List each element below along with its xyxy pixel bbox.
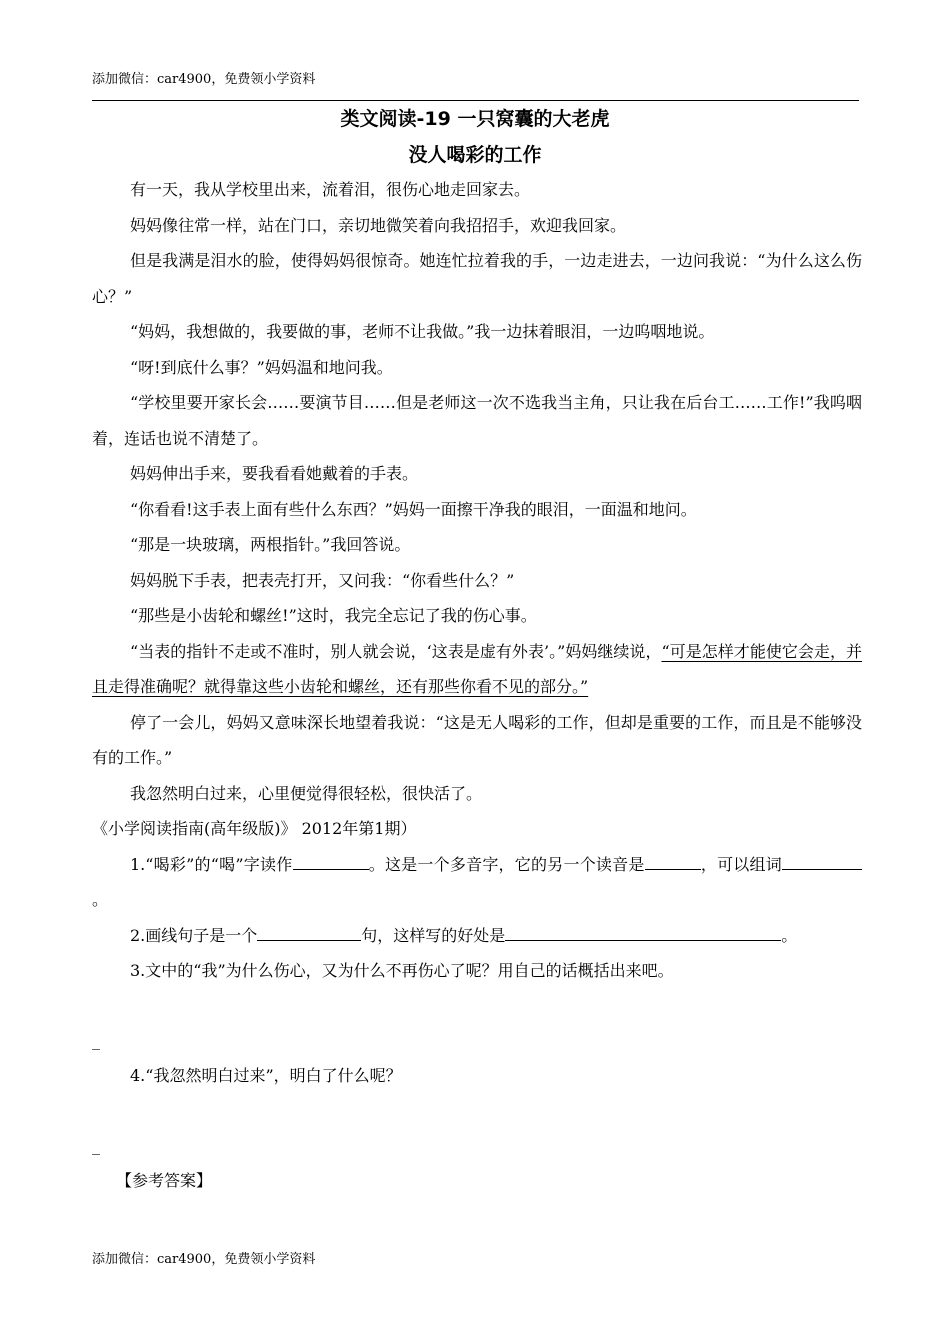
- answer-line[interactable]: _: [92, 1030, 100, 1050]
- paragraph-with-underline: [92, 634, 862, 705]
- question-1: [92, 847, 862, 918]
- answer-space: [92, 989, 862, 1023]
- answer-blank[interactable]: [293, 851, 369, 870]
- page-header-text: 添加微信：car4900，免费领小学资料: [92, 72, 316, 87]
- question-text: 1.“喝彩”的“喝”字读作: [130, 854, 293, 874]
- paragraph: “你看看!这手表上面有些什么东西？”妈妈一面擦干净我的眼泪，一面温和地问。: [130, 499, 697, 519]
- answer-blank[interactable]: [505, 922, 781, 941]
- paragraph: 妈妈脱下手表，把表壳打开，又问我：“你看些什么？”: [130, 570, 515, 590]
- question-4: 4.“我忽然明白过来”，明白了什么呢？: [130, 1066, 402, 1085]
- paragraph: “呀!到底什么事？”妈妈温和地问我。: [130, 357, 393, 377]
- paragraph: 妈妈像往常一样，站在门口，亲切地微笑着向我招招手，欢迎我回家。: [130, 215, 627, 235]
- paragraph: 有一天，我从学校里出来，流着泪，很伤心地走回家去。: [130, 180, 531, 199]
- answer-blank[interactable]: [645, 851, 701, 870]
- question-text: 。这是一个多音字，它的另一个读音是: [368, 854, 645, 874]
- answer-line[interactable]: _: [92, 1135, 100, 1155]
- paragraph: 我忽然明白过来，心里便觉得很轻松，很快活了。: [130, 783, 483, 803]
- article-title: 类文阅读-19 一只窝囊的大老虎: [340, 108, 610, 130]
- article-body: [92, 172, 862, 1199]
- paragraph-text: “当表的指针不走或不准时，别人就会说，‘这表是虚有外表’。”妈妈继续说，: [130, 641, 662, 661]
- header-rule: [92, 100, 859, 101]
- paragraph: “学校里要开家长会……要演节目……但是老师这一次不选我当主角，只让我在后台工……工作!”我呜咽着，连话也说不清楚了。: [92, 393, 862, 448]
- underlined-sentence: “可是怎样才能使它会走，并且走得准确呢？就得靠这些小齿轮和螺丝，还有那些你看不见的部分。”: [92, 641, 862, 696]
- answer-space: [92, 1094, 862, 1128]
- paragraph: 停了一会儿，妈妈又意味深长地望着我说：“这是无人喝彩的工作，但却是重要的工作，而且是不能够没有的工作。”: [92, 712, 862, 767]
- answer-blank[interactable]: [782, 851, 862, 870]
- article-subtitle: 没人喝彩的工作: [408, 144, 542, 166]
- paragraph: “妈妈，我想做的，我要做的事，老师不让我做。”我一边抹着眼泪，一边呜咽地说。: [130, 322, 715, 341]
- paragraph: 但是我满是泪水的脸，使得妈妈很惊奇。她连忙拉着我的手，一边走进去，一边问我说：“为什么这么伤心？”: [92, 251, 862, 306]
- paragraph: “那些是小齿轮和螺丝!”这时，我完全忘记了我的伤心事。: [130, 606, 537, 625]
- paragraph: “那是一块玻璃，两根指针。”我回答说。: [130, 535, 411, 554]
- page-footer-text: 添加微信：car4900，免费领小学资料: [92, 1252, 316, 1267]
- question-text: 。: [92, 890, 109, 909]
- source-citation: 《小学阅读指南(高年级版)》 2012年第1期）: [92, 819, 417, 838]
- answer-blank[interactable]: [257, 922, 361, 941]
- question-text: 。: [781, 925, 798, 945]
- answer-heading: 【参考答案】: [116, 1171, 213, 1190]
- question-3: 3.文中的“我”为什么伤心，又为什么不再伤心了呢？用自己的话概括出来吧。: [130, 961, 674, 980]
- question-text: ，可以组词: [700, 854, 782, 874]
- question-text: 2.画线句子是一个: [130, 925, 258, 945]
- question-text: 句，这样写的好处是: [361, 925, 506, 945]
- question-2: [92, 918, 862, 954]
- paragraph: 妈妈伸出手来，要我看看她戴着的手表。: [130, 464, 419, 483]
